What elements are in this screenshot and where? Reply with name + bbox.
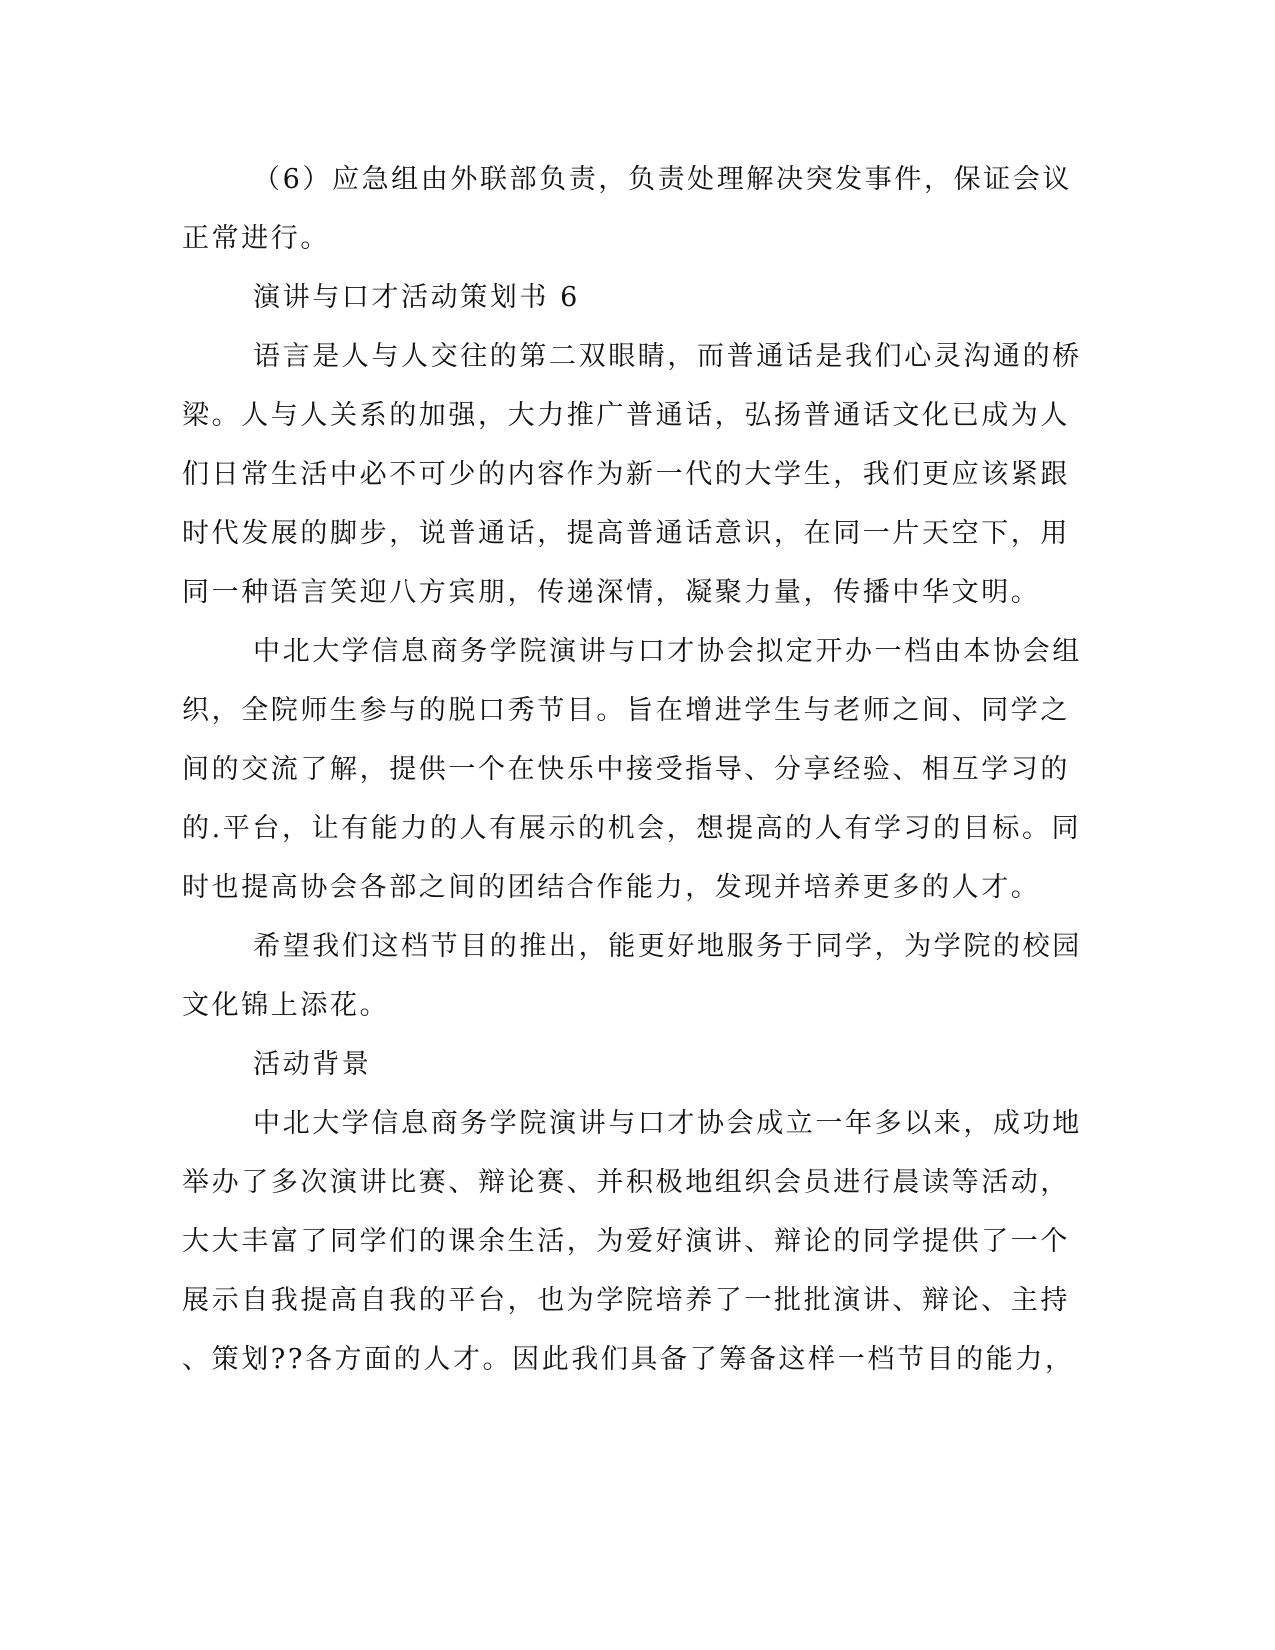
text-line: 、策划??各方面的人才。因此我们具备了筹备这样一档节目的能力， bbox=[182, 1344, 1075, 1375]
text-line: 的.平台，让有能力的人有展示的机会，想提高的人有学习的目标。同 bbox=[182, 813, 1082, 844]
text-line: 时也提高协会各部之间的团结合作能力，发现并培养更多的人才。 bbox=[182, 872, 1041, 903]
text-line: 间的交流了解，提供一个在快乐中接受指导、分享经验、相互学习的 bbox=[182, 754, 1070, 785]
text-line: 时代发展的脚步，说普通话，提高普通话意识，在同一片天空下，用 bbox=[182, 518, 1070, 549]
text-line: 展示自我提高自我的平台，也为学院培养了一批批演讲、辩论、主持 bbox=[182, 1285, 1070, 1316]
text-line: 中北大学信息商务学院演讲与口才协会成立一年多以来，成功地 bbox=[253, 1108, 1082, 1139]
text-line: 语言是人与人交往的第二双眼睛，而普通话是我们心灵沟通的桥 bbox=[253, 341, 1082, 372]
text-line: 中北大学信息商务学院演讲与口才协会拟定开办一档由本协会组 bbox=[253, 636, 1082, 667]
text-line: 希望我们这档节目的推出，能更好地服务于同学，为学院的校园 bbox=[253, 931, 1082, 962]
text-line: 同一种语言笑迎八方宾朋，传递深情，凝聚力量，传播中华文明。 bbox=[182, 577, 1041, 608]
section-heading: 活动背景 bbox=[253, 1049, 372, 1080]
text-line: 梁。人与人关系的加强，大力推广普通话，弘扬普通话文化已成为人 bbox=[182, 400, 1070, 431]
text-line: 大大丰富了同学们的课余生活，为爱好演讲、辩论的同学提供了一个 bbox=[182, 1226, 1070, 1257]
text-line: 们日常生活中必不可少的内容作为新一代的大学生，我们更应该紧跟 bbox=[182, 459, 1070, 490]
section-heading: 演讲与口才活动策划书 6 bbox=[253, 282, 580, 313]
text-line: （6）应急组由外联部负责，负责处理解决突发事件，保证会议 bbox=[253, 164, 1072, 195]
text-line: 举办了多次演讲比赛、辩论赛、并积极地组织会员进行晨读等活动， bbox=[182, 1167, 1070, 1198]
text-line: 文化锦上添花。 bbox=[182, 990, 390, 1021]
text-line: 正常进行。 bbox=[182, 223, 330, 254]
text-line: 织，全院师生参与的脱口秀节目。旨在增进学生与老师之间、同学之 bbox=[182, 695, 1070, 726]
